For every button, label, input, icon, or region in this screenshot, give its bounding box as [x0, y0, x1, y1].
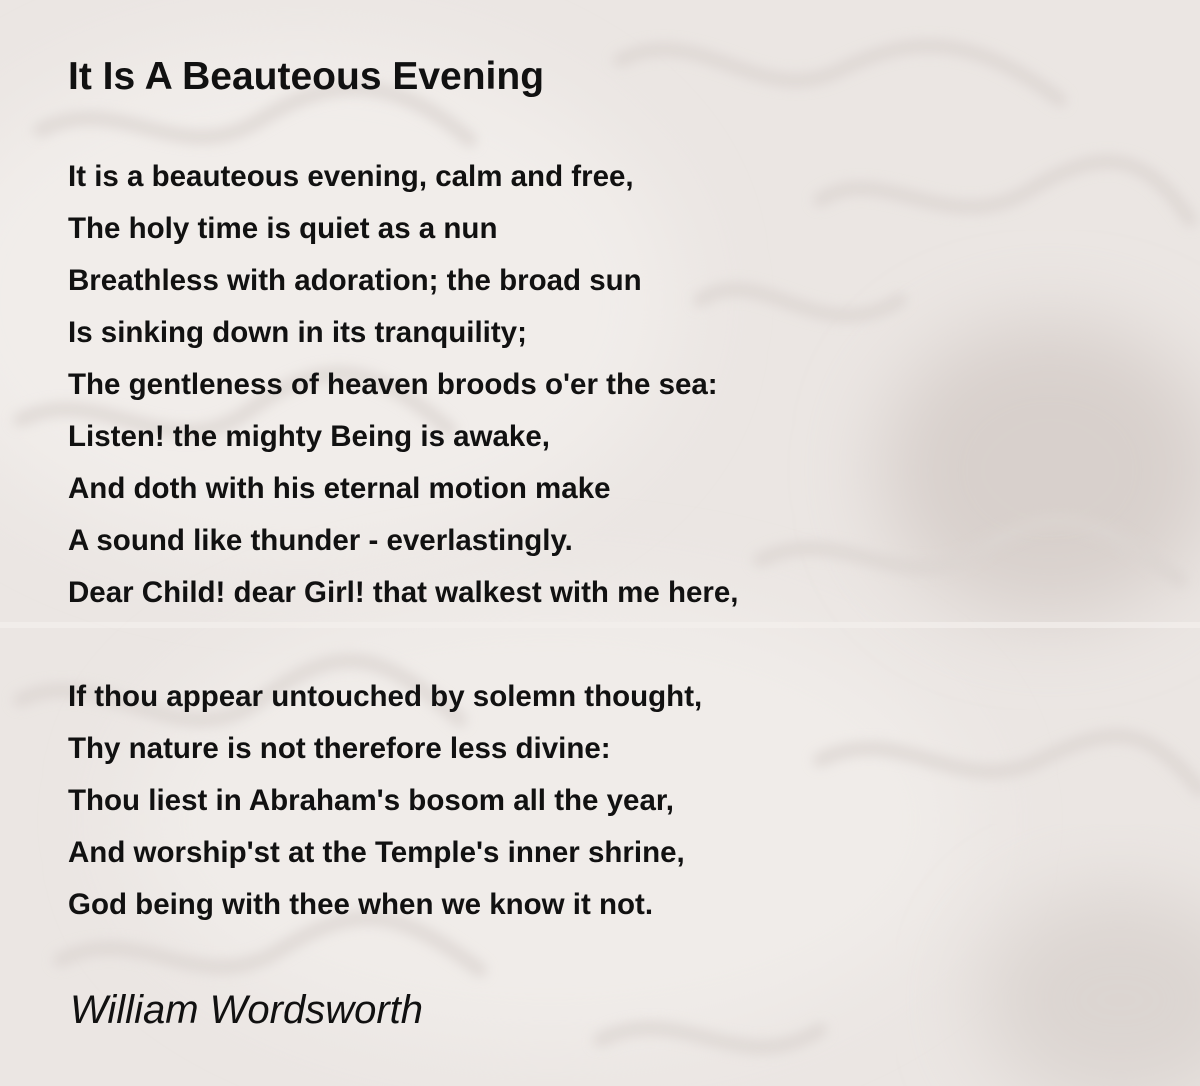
poem-line: The holy time is quiet as a nun	[68, 212, 498, 245]
poem-line: Thy nature is not therefore less divine:	[68, 732, 611, 765]
poem-line: And doth with his eternal motion make	[68, 472, 611, 505]
stanza-1	[68, 151, 738, 619]
poem-line: Listen! the mighty Being is awake,	[68, 420, 550, 453]
poem-line: It is a beauteous evening, calm and free,	[68, 160, 634, 193]
poem-line: God being with thee when we know it not.	[68, 888, 654, 921]
stanza-2	[68, 671, 702, 931]
poem-author: William Wordsworth	[70, 988, 424, 1032]
poem-line: And worship'st at the Temple's inner shrine,	[68, 836, 685, 869]
poem-line: Thou liest in Abraham's bosom all the year,	[68, 784, 674, 817]
poem-line: Dear Child! dear Girl! that walkest with me here,	[68, 576, 739, 609]
poem-line: The gentleness of heaven broods o'er the sea:	[68, 368, 718, 401]
poem-line: A sound like thunder - everlastingly.	[68, 524, 573, 557]
poem-line: Breathless with adoration; the broad sun	[68, 264, 642, 297]
poem-line: Is sinking down in its tranquility;	[68, 316, 527, 349]
poem-line: If thou appear untouched by solemn thought,	[68, 680, 703, 713]
poem-title: It Is A Beauteous Evening	[68, 55, 545, 98]
